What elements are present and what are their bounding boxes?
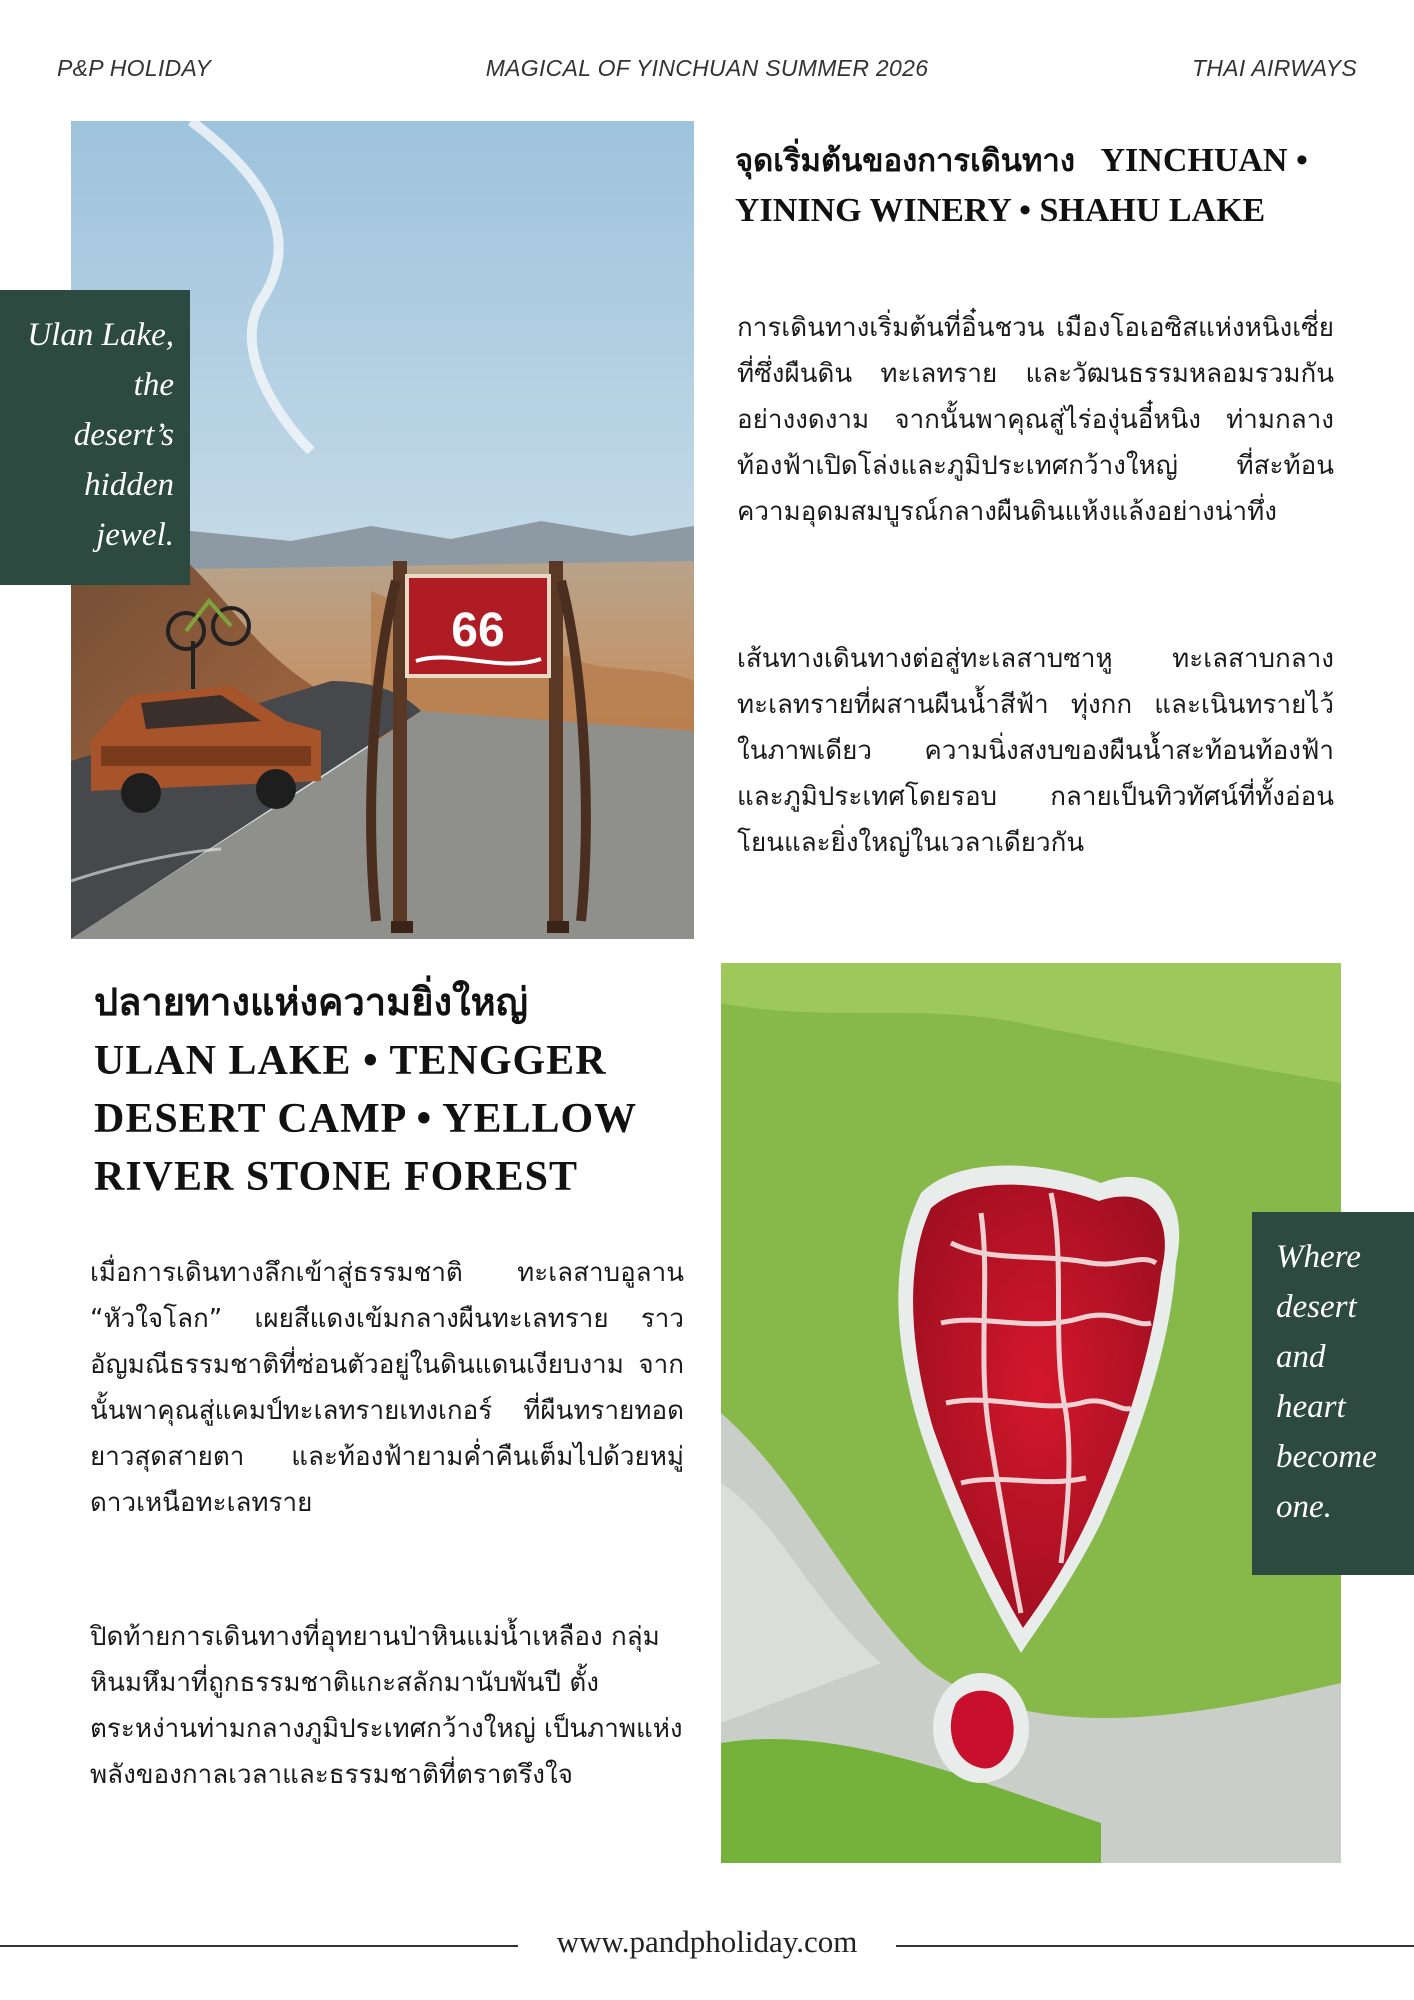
section1-title-th: จุดเริ่มต้นของการเดินทาง <box>735 143 1075 179</box>
section2-title-en-line: DESERT CAMP • YELLOW <box>94 1096 638 1142</box>
footer-divider-right <box>896 1945 1414 1947</box>
section1-paragraph-1: การเดินทางเริ่มต้นที่อิ๋นชวน เมืองโอเอซิสแห่งหนิงเซี่ย ที่ซึ่งผืนดิน ทะเลทราย และวัฒนธรรมหลอมรวมกันอย่างงดงาม จากนั้นพาคุณสู่ไร่องุ่นอี๋หนิง ท่ามกลางท้องฟ้าเปิดโล่งและภูมิประเทศกว้างใหญ่ ที่สะท้อนความอุดมสมบูรณ์กลางผืนดินแห้งแล้งอย่างน่าทึ่ง <box>737 313 1334 527</box>
section1-title <box>735 136 1335 236</box>
trip-title: MAGICAL OF YINCHUAN SUMMER 2026 <box>485 55 929 81</box>
section1-paragraph-2: เส้นทางเดินทางต่อสู่ทะเลสาบซาหู ทะเลสาบกลางทะเลทรายที่ผสานผืนน้ำสีฟ้า ทุ่งกก และเนินทรายไว้ในภาพเดียว ความนิ่งสงบของผืนน้ำสะท้อนท้องฟ้าและภูมิประเทศโดยรอบ กลายเป็นทิวทัศน์ที่ทั้งอ่อนโยนและยิ่งใหญ่ในเวลาเดียวกัน <box>737 644 1334 858</box>
section2-paragraph-1: เมื่อการเดินทางลึกเข้าสู่ธรรมชาติ ทะเลสาบอูลาน “หัวใจโลก” เผยสีแดงเข้มกลางผืนทะเลทราย ราวอัญมณีธรรมชาติที่ซ่อนตัวอยู่ในดินแดนเงียบงาม จากนั้นพาคุณสู่แคมป์ทะเลทรายเทงเกอร์ ที่ผืนทรายทอดยาวสุดสายตา และท้องฟ้ายามค่ำคืนเต็มไปด้วยหมู่ดาวเหนือทะเลทราย <box>90 1258 684 1518</box>
section2-title <box>94 972 684 1206</box>
airline-name: THAI AIRWAYS <box>1191 55 1357 81</box>
brand-name: P&P HOLIDAY <box>57 55 212 81</box>
route-66-sign-text: 66 <box>451 604 505 657</box>
heart-lake-photo <box>721 963 1341 1863</box>
website-link[interactable]: www.pandpholiday.com <box>556 1924 858 1959</box>
section2-title-en-line: ULAN LAKE • TENGGER <box>94 1038 607 1084</box>
caption-ulan-lake: Ulan Lake, the desert’s hidden jewel. <box>0 290 190 585</box>
section2-title-en-line: RIVER STONE FOREST <box>94 1154 579 1200</box>
caption-desert-heart: Where desert and heart become one. <box>1252 1212 1414 1575</box>
section1-title-en: YINCHUAN • YINING WINERY • SHAHU LAKE <box>735 142 1308 229</box>
section2-title-th: ปลายทางแห่งความยิ่งใหญ่ <box>94 980 528 1024</box>
section2-paragraph-2: ปิดท้ายการเดินทางที่อุทยานป่าหินแม่น้ำเหลือง กลุ่มหินมหึมาที่ถูกธรรมชาติแกะสลักมานับพันปี ตั้งตระหง่านท่ามกลางภูมิประเทศกว้างใหญ่ เป็นภาพแห่งพลังของกาลเวลาและธรรมชาติที่ตราตรึงใจ <box>90 1622 683 1790</box>
